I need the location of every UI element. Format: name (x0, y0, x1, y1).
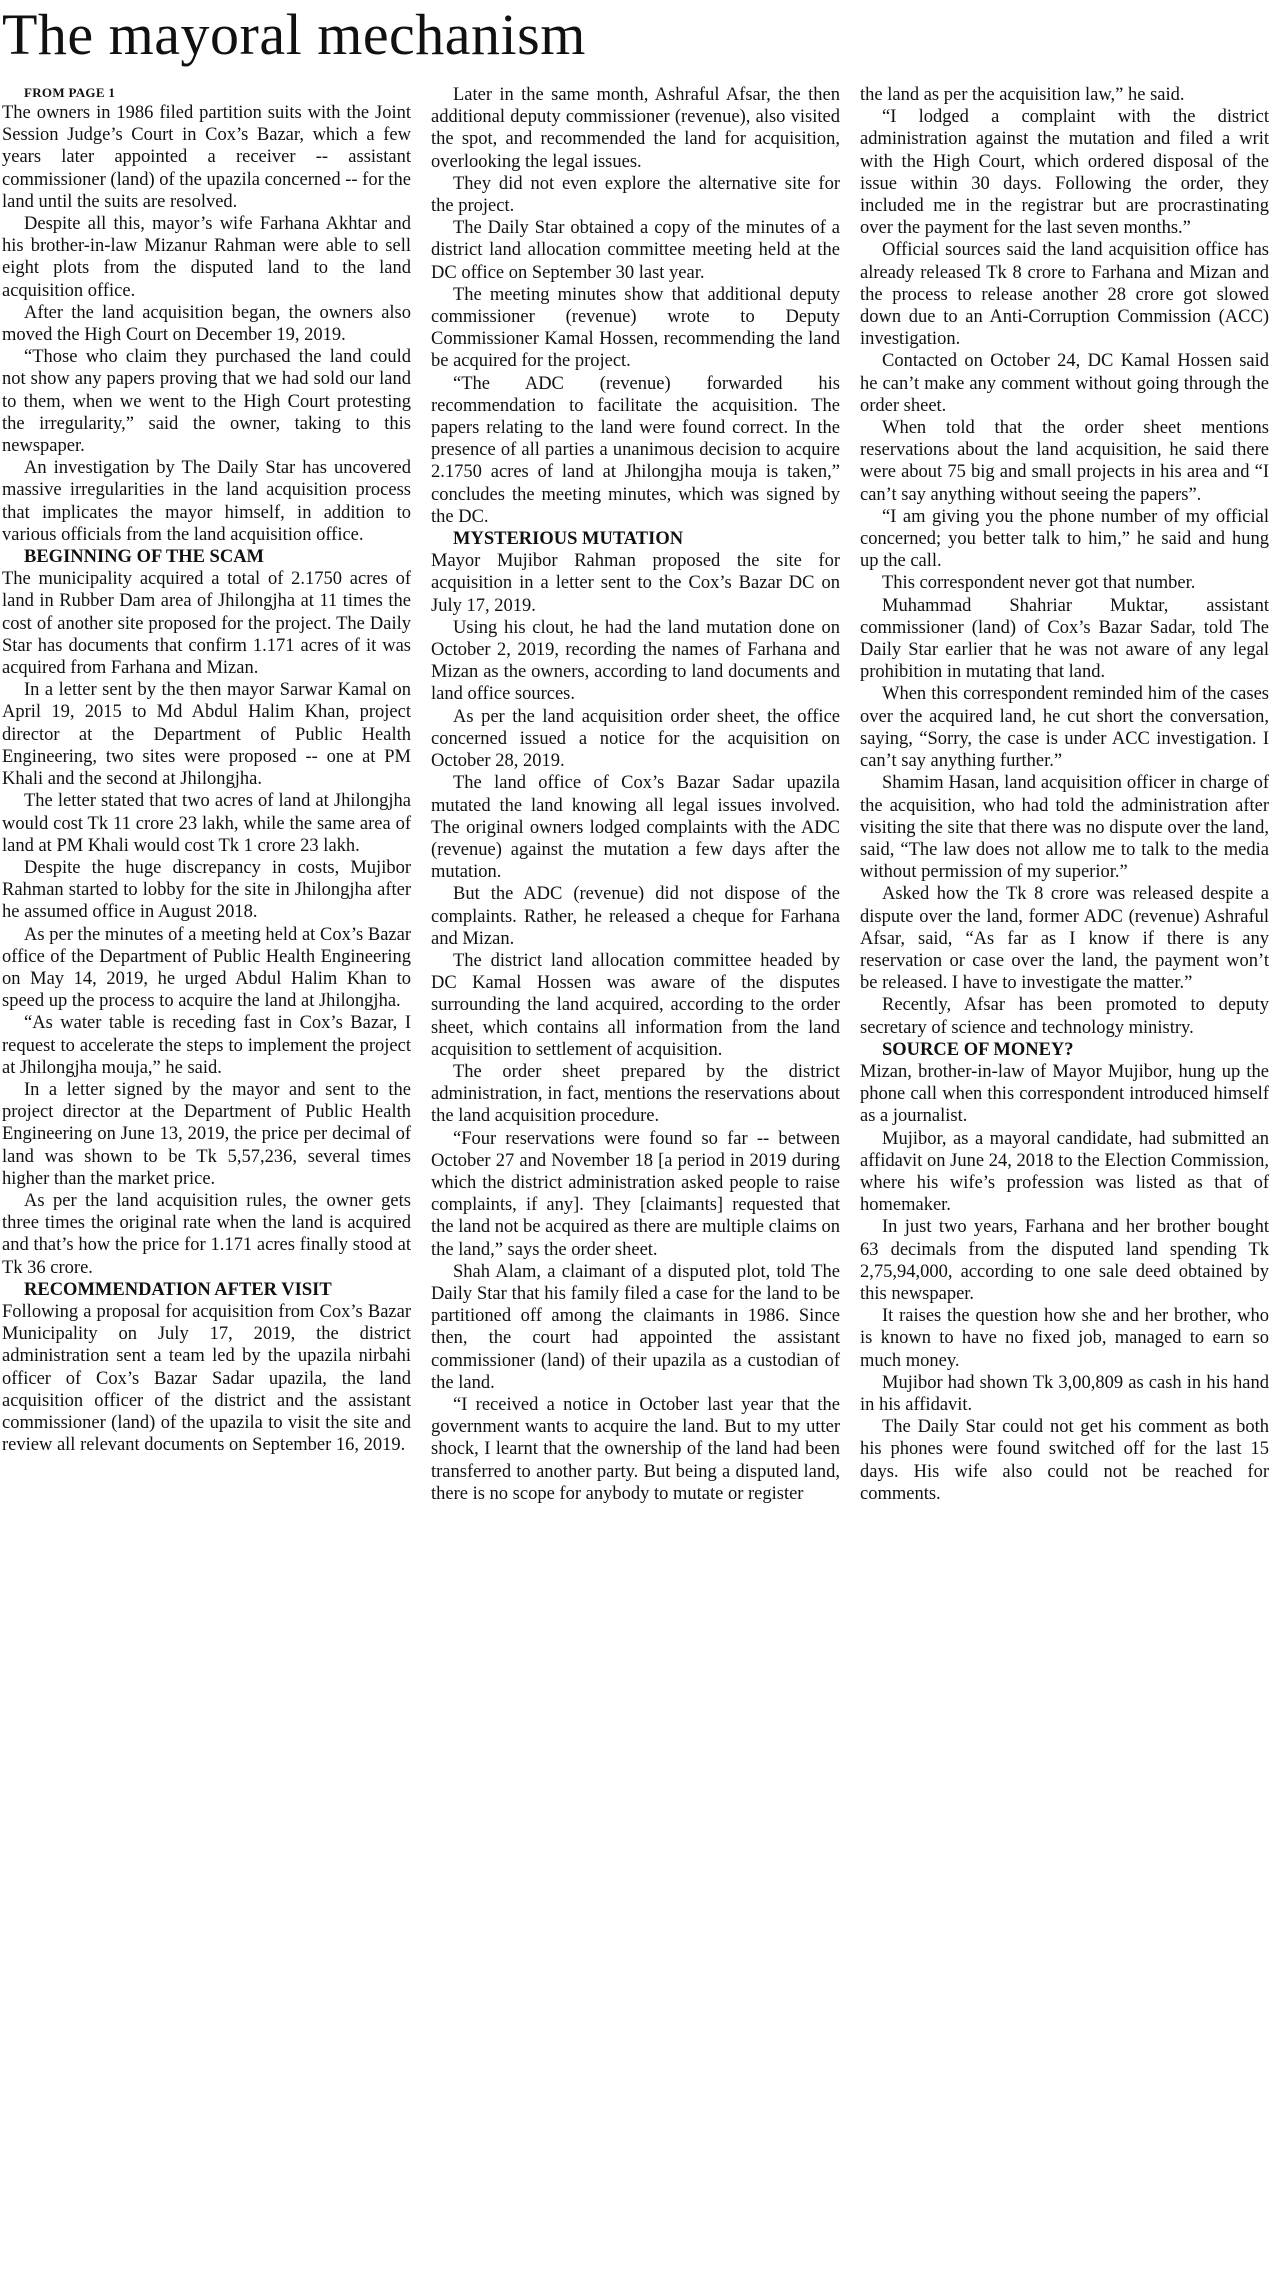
article-headline: The mayoral mechanism (2, 2, 586, 67)
article-paragraph: It raises the question how she and her brother, who is known to have no fixed job, managed to earn so much money. (860, 1306, 1269, 1371)
column-1 (2, 84, 411, 1505)
article-paragraph: “I received a notice in October last year that the government wants to acquire the land. But to my utter shock, I learnt that the ownership of the land had been transferred to another party. But being a disputed land, there is no scope for anybody to mutate or register (431, 1394, 840, 1504)
article-paragraph: Shamim Hasan, land acquisition officer in charge of the acquisition, who had told the administration after visiting the site that there was no dispute over the land, said, “The law does not allow me to talk to the media without permission of my superior.” (860, 773, 1269, 883)
article-paragraph: The Daily Star could not get his comment as both his phones were found switched off for the last 15 days. His wife also could not be reached for comments. (860, 1417, 1269, 1504)
from-page-label: FROM PAGE 1 (24, 85, 116, 100)
article-paragraph: The order sheet prepared by the district administration, in fact, mentions the reservations about the land acquisition procedure. (431, 1061, 840, 1127)
article-paragraph: Shah Alam, a claimant of a disputed plot, told The Daily Star that his family filed a case for the land to be partitioned off among the claimants in 1986. Since then, the court had appointed the assistant commissioner (land) of their upazila as a custodian of the land. (431, 1261, 840, 1393)
article-paragraph: In just two years, Farhana and her brother bought 63 decimals from the disputed land spending Tk 2,75,94,000, according to one sale deed obtained by this newspaper. (860, 1217, 1269, 1304)
article-paragraph: The Daily Star obtained a copy of the minutes of a district land allocation committee meeting held at the DC office on September 30 last year. (431, 218, 840, 283)
article-paragraph: Mizan, brother-in-law of Mayor Mujibor, hung up the phone call when this correspondent introduced himself as a journalist. (860, 1061, 1269, 1127)
article-paragraph: Official sources said the land acquisition office has already released Tk 8 crore to Farhana and Mizan and the process to release another 28 crore got slowed down due to an Anti-Corruption Commission (ACC) investigation. (860, 240, 1269, 350)
article-paragraph: In a letter sent by the then mayor Sarwar Kamal on April 19, 2015 to Md Abdul Halim Khan, project director at the Department of Public Health Engineering, two sites were proposed -- one at PM Khali and the second at Jhilongjha. (2, 680, 411, 790)
article-paragraph: As per the minutes of a meeting held at Cox’s Bazar office of the Department of Public Health Engineering on May 14, 2019, he urged Abdul Halim Khan to speed up the process to acquire the land at Jhilongjha. (2, 924, 411, 1012)
article-paragraph: When told that the order sheet mentions reservations about the land acquisition, he said there were about 75 big and small projects in his area and “I can’t say anything without seeing the papers”. (860, 418, 1269, 505)
article-paragraph: This correspondent never got that number. (882, 573, 1196, 594)
article-paragraph: “I am giving you the phone number of my official concerned; you better talk to him,” he said and hung up the call. (860, 506, 1269, 572)
article-paragraph: “The ADC (revenue) forwarded his recommendation to facilitate the acquisition. The papers relating to the land were found correct. In the presence of all parties a unanimous decision to acquire 2.1750 acres of land at Jhilongjha mouja is taken,” concludes the meeting minutes, which was signed by the DC. (431, 373, 840, 527)
article-paragraph: “As water table is receding fast in Cox’s Bazar, I request to accelerate the steps to implement the project at Jhilongjha mouja,” he said. (2, 1013, 411, 1078)
article-body (0, 84, 1286, 1505)
article-paragraph: Despite all this, mayor’s wife Farhana Akhtar and his brother-in-law Mizanur Rahman were able to sell eight plots from the disputed land to the land acquisition office. (2, 214, 411, 301)
section-subhead: MYSTERIOUS MUTATION (453, 529, 684, 550)
article-paragraph: The meeting minutes show that additional deputy commissioner (revenue) wrote to Deputy Commissioner Kamal Hossen, recommending the land be acquired for the project. (431, 284, 840, 372)
article-paragraph: Using his clout, he had the land mutation done on October 2, 2019, recording the names of Farhana and Mizan as the owners, according to land documents and land office sources. (431, 617, 840, 705)
section-subhead: SOURCE OF MONEY? (882, 1039, 1074, 1060)
article-paragraph: The letter stated that two acres of land at Jhilongjha would cost Tk 11 crore 23 lakh, while the same area of land at PM Khali would cost Tk 1 crore 23 lakh. (2, 791, 411, 856)
article-paragraph: Despite the huge discrepancy in costs, Mujibor Rahman started to lobby for the site in Jhilongjha after he assumed office in August 2018. (2, 857, 411, 923)
article-paragraph: They did not even explore the alternative site for the project. (431, 173, 840, 217)
article-paragraph: Asked how the Tk 8 crore was released despite a dispute over the land, former ADC (revenue) Ashraful Afsar, said, “As far as I know if there is any reservation or case over the land, the payment won’t be released. I have to investigate the matter.” (860, 884, 1269, 994)
article-paragraph: The municipality acquired a total of 2.1750 acres of land in Rubber Dam area of Jhilongjha at 11 times the cost of another site proposed for the project. The Daily Star has documents that confirm 1.171 acres of it was acquired from Farhana and Mizan. (2, 569, 411, 679)
article-paragraph: Mayor Mujibor Rahman proposed the site for acquisition in a letter sent to the Cox’s Bazar DC on July 17, 2019. (431, 551, 840, 616)
article-paragraph: The land office of Cox’s Bazar Sadar upazila mutated the land knowing all legal issues involved. The original owners lodged complaints with the ADC (revenue) against the mutation a few days after the mutation. (431, 773, 840, 883)
article-paragraph: Later in the same month, Ashraful Afsar, the then additional deputy commissioner (revenue), also visited the spot, and recommended the land for acquisition, overlooking the legal issues. (431, 85, 840, 172)
column-3 (860, 84, 1269, 1505)
article-paragraph: But the ADC (revenue) did not dispose of the complaints. Rather, he released a cheque for Farhana and Mizan. (431, 884, 840, 949)
article-paragraph: “Those who claim they purchased the land could not show any papers proving that we had sold our land to them, when we went to the High Court protesting the irregularity,” said the owner, taking to this newspaper. (2, 347, 411, 457)
article-paragraph: Contacted on October 24, DC Kamal Hossen said he can’t make any comment without going through the order sheet. (860, 351, 1269, 416)
article-paragraph: the land as per the acquisition law,” he said. (860, 85, 1185, 105)
article-paragraph: Recently, Afsar has been promoted to deputy secretary of science and technology ministry. (860, 995, 1269, 1038)
article-paragraph: As per the land acquisition order sheet, the office concerned issued a notice for the acquisition on October 28, 2019. (431, 706, 840, 772)
article-paragraph: “I lodged a complaint with the district administration against the mutation and filed a writ with the High Court, which ordered disposal of the issue within 30 days. Following the order, they included me in the registrar but are procrastinating over the payment for the last seven months.” (860, 107, 1269, 239)
article-paragraph: Muhammad Shahriar Muktar, assistant commissioner (land) of Cox’s Bazar Sadar, told The Daily Star earlier that he was not aware of any legal prohibition in mutating that land. (860, 595, 1269, 683)
article-paragraph: The district land allocation committee headed by DC Kamal Hossen was aware of the disputes surrounding the land acquired, according to the order sheet, which contains all information from the land acquisition to settlement of acquisition. (431, 950, 840, 1060)
section-subhead: BEGINNING OF THE SCAM (24, 547, 265, 568)
article-paragraph: As per the land acquisition rules, the owner gets three times the original rate when the land is acquired and that’s how the price for 1.171 acres finally stood at Tk 36 crore. (2, 1190, 411, 1278)
article-paragraph: Following a proposal for acquisition from Cox’s Bazar Municipality on July 17, 2019, the district administration sent a team led by the upazila nirbahi officer of Cox’s Bazar Sadar upazila, the land acquisition officer of the district and the assistant commissioner (land) of the upazila to visit the site and review all relevant documents on September 16, 2019. (2, 1301, 411, 1456)
article-paragraph: Mujibor had shown Tk 3,00,809 as cash in his hand in his affidavit. (860, 1372, 1269, 1415)
article-paragraph: Mujibor, as a mayoral candidate, had submitted an affidavit on June 24, 2018 to the Election Commission, where his wife’s profession was listed as that of homemaker. (860, 1128, 1269, 1216)
article-paragraph: In a letter signed by the mayor and sent to the project director at the Department of Public Health Engineering on June 13, 2019, the price per decimal of land was shown to be Tk 5,57,236, several times higher than the market price. (2, 1079, 411, 1189)
article-paragraph: An investigation by The Daily Star has uncovered massive irregularities in the land acquisition process that implicates the mayor himself, in addition to various officials from the land acquisition office. (2, 458, 411, 545)
article-paragraph: When this correspondent reminded him of the cases over the acquired land, he cut short the conversation, saying, “Sorry, the case is under ACC investigation. I can’t say anything further.” (860, 684, 1269, 772)
column-2 (431, 84, 840, 1505)
article-paragraph: The owners in 1986 filed partition suits with the Joint Session Judge’s Court in Cox’s Bazar, which a few years later appointed a receiver -- assistant commissioner (land) of the upazila concerned -- for the land until the suits are resolved. (2, 103, 411, 212)
article-paragraph: After the land acquisition began, the owners also moved the High Court on December 19, 2019. (2, 302, 411, 346)
article-paragraph: “Four reservations were found so far -- between October 27 and November 18 [a period in 2019 during which the district administration asked people to raise complaints, if any]. They [claimants] requested that the land not be acquired as there are multiple claims on the land,” says the order sheet. (431, 1128, 840, 1260)
section-subhead: RECOMMENDATION AFTER VISIT (24, 1279, 332, 1300)
